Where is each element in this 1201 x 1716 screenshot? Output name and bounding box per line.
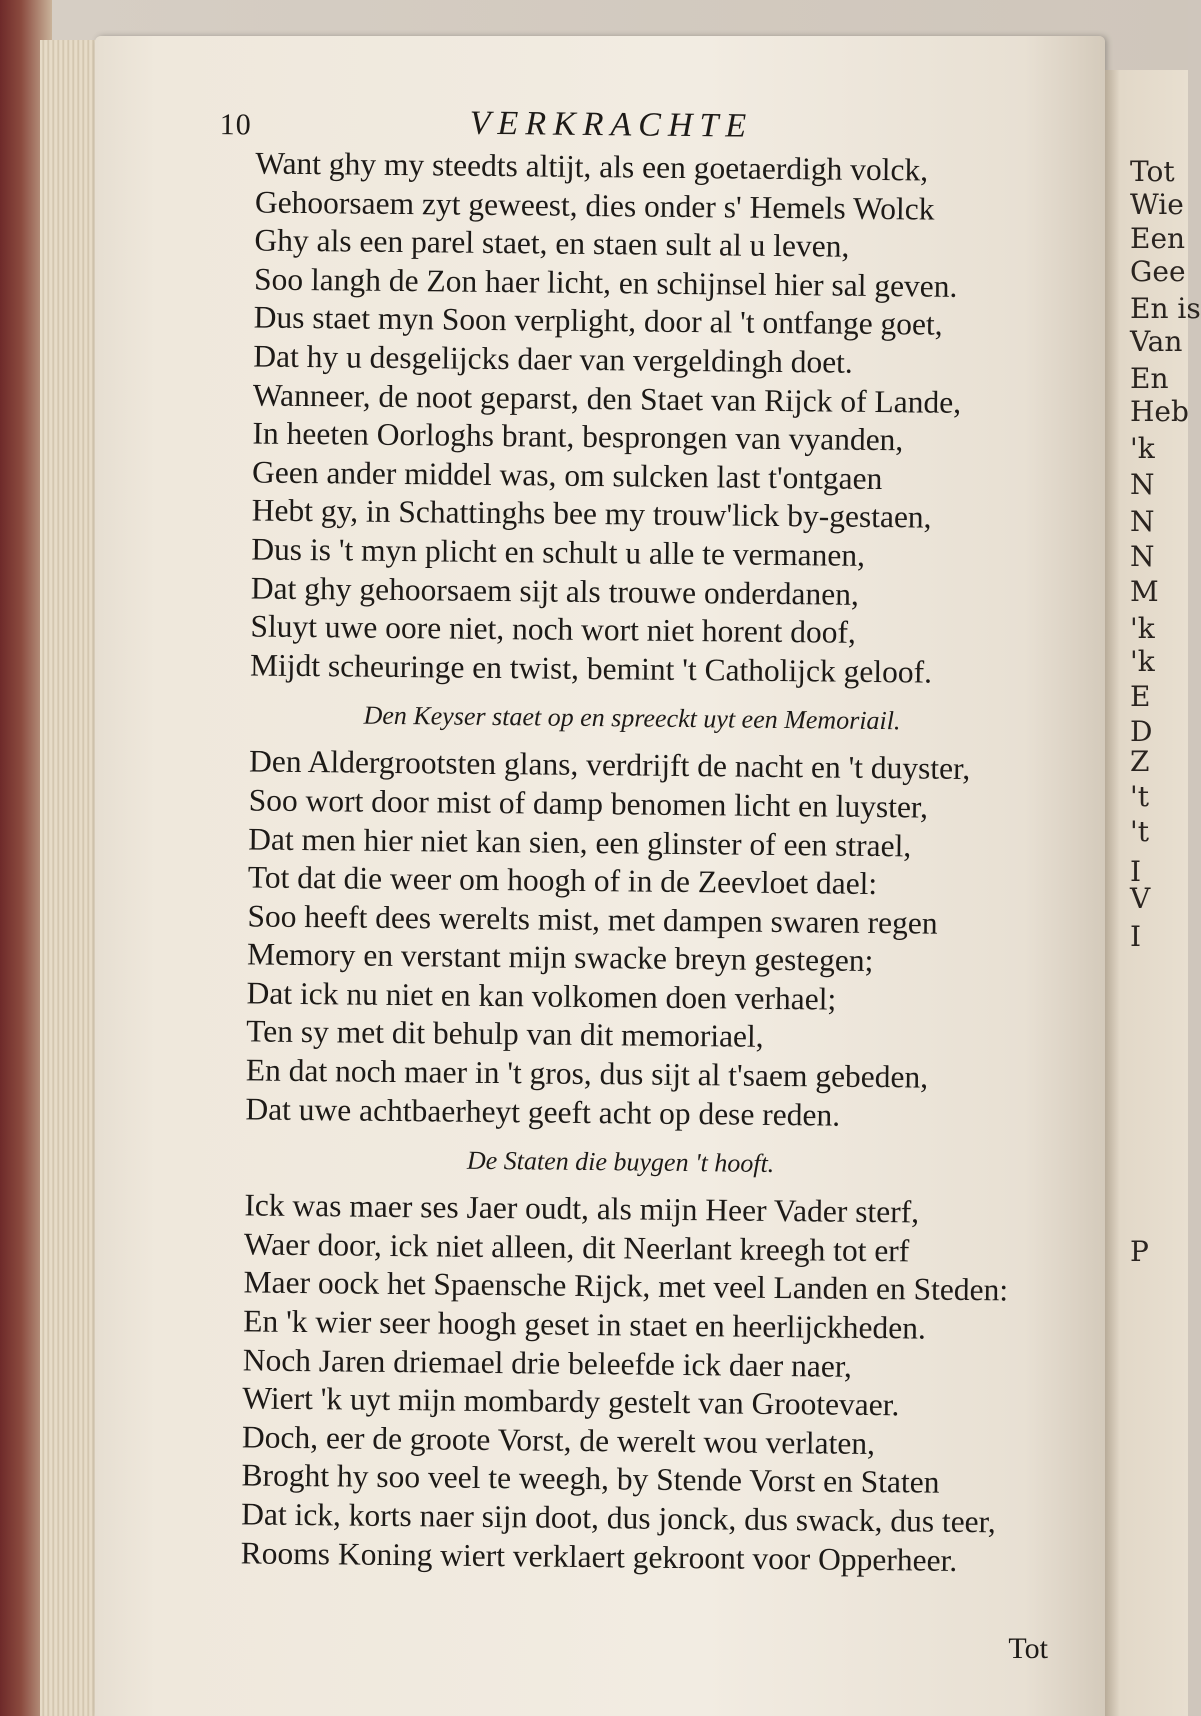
facing-page-fragment: Een [1130, 222, 1186, 255]
verse-line: Want ghy my steedts altijt, als een goetaerdigh volck, [255, 145, 929, 188]
verse-line: Dus is 't myn plicht en schult u alle te vermanen, [251, 531, 866, 573]
verse-line: Den Aldergrootsten glans, verdrijft de nacht en 't duyster, [248, 743, 971, 787]
facing-page-fragment: I [1130, 920, 1142, 953]
running-title: VERKRACHTE [469, 104, 754, 145]
facing-page-fragment: E [1130, 680, 1151, 713]
verse-line: Tot dat die weer om hoogh of in de Zeevloet dael: [247, 859, 878, 902]
verse-line: Geen ander middel was, om sulcken last t'ontgaen [251, 454, 883, 496]
facing-page-fragment: D [1130, 715, 1153, 748]
verse-line: Wiert 'k uyt mijn mombardy gestelt van Grootevaer. [242, 1380, 900, 1423]
facing-page-fragment: Tot [1130, 155, 1175, 188]
verse-line: En 'k wier seer hoogh geset in staet en heerlijckheden. [243, 1303, 927, 1346]
verse-line: Soo langh de Zon haer licht, en schijnsel hier sal geven. [253, 261, 958, 304]
verse-line: Ten sy met dit behulp van dit memoriael, [246, 1013, 764, 1055]
verse-line: Sluyt uwe oore niet, noch wort niet horent doof, [250, 608, 857, 650]
facing-page-fragment: I [1130, 855, 1142, 888]
verse-section-2 [199, 742, 1103, 1137]
verse-line: Gehoorsaem zyt geweest, dies onder s' Hemels Wolck [254, 184, 935, 227]
verse-line: Broght hy soo veel te weegh, by Stende Vorst en Staten [241, 1457, 940, 1501]
verse-line: Doch, eer de groote Vorst, de werelt wou verlaten, [241, 1419, 876, 1461]
facing-page-fragment: Heb [1130, 395, 1189, 428]
verse-line: In heeten Oorloghs brant, besprongen van vyanden, [252, 415, 904, 458]
page-stack-edges [40, 40, 100, 1716]
verse-line: Dat ick, korts naer sijn doot, dus jonck, dus swack, dus teer, [241, 1496, 996, 1540]
verse-line: Hebt gy, in Schattinghs bee my trouw'lick by-gestaen, [251, 492, 932, 535]
verse-line: Mijdt scheuringe en twist, bemint 't Catholijck geloof. [249, 647, 933, 690]
verse-line: En dat noch maer in 't gros, dus sijt al t'saem gebeden, [245, 1052, 929, 1095]
verse-line: Dat ghy gehoorsaem sijt als trouwe onderdanen, [250, 569, 860, 612]
facing-page-fragment: 'k [1130, 612, 1155, 645]
facing-page-fragment: En is [1130, 292, 1201, 325]
verse-line: Memory en verstant mijn swacke breyn gestegen; [246, 936, 874, 979]
facing-page-fragment: Van [1130, 325, 1183, 358]
facing-page-fragment: Gee [1130, 255, 1186, 288]
verse-line: Soo heeft dees werelts mist, met dampen swaren regen [247, 898, 938, 941]
facing-page-fragment: En [1130, 362, 1169, 395]
facing-page-fragment: N [1130, 540, 1155, 573]
facing-page-fragment: M [1130, 575, 1159, 608]
facing-page-fragment: P [1130, 1235, 1149, 1268]
verse-line: Dat ick nu niet en kan volkomen doen verhael; [246, 975, 837, 1017]
facing-page-fragment: V [1130, 882, 1151, 915]
facing-page-fragment: N [1130, 505, 1155, 538]
verse-line: Rooms Koning wiert verklaert gekroont voor Opperheer. [240, 1534, 958, 1578]
verse-line: Waer door, ick niet alleen, dit Neerlant kreegh tot erf [243, 1226, 910, 1269]
verse-line: Soo wort door mist of damp benomen licht en luyster, [248, 782, 929, 825]
verse-line: Ghy als een parel staet, en staen sult al u leven, [254, 222, 850, 264]
verse-line: Noch Jaren driemael drie beleefde ick daer naer, [242, 1342, 853, 1384]
verse-line: Dus staet myn Soon verplight, door al 't ontfange goet, [253, 299, 943, 343]
catchword: Tot [1008, 1632, 1048, 1665]
verse-line: Dat uwe achtbaerheyt geeft acht op dese reden. [245, 1091, 841, 1133]
verse-line: Wanneer, de noot geparst, den Staet van Rijck of Lande, [252, 377, 962, 420]
stage-direction-2: De Staten die buygen 't hooft. [466, 1145, 775, 1179]
verse-section-3 [195, 1186, 1099, 1581]
verse-line: Maer oock het Spaensche Rijck, met veel Landen en Steden: [243, 1264, 1009, 1308]
page-number: 10 [219, 108, 252, 142]
page-text [195, 100, 1110, 1582]
facing-page-fragment: 'k [1130, 645, 1155, 678]
facing-page-fragment: N [1130, 468, 1155, 501]
verse-section-1 [204, 144, 1110, 694]
facing-page-fragment: Wie [1130, 188, 1184, 221]
facing-page-fragment: Z [1130, 745, 1150, 778]
verse-line: Dat hy u desgelijcks daer van vergeldingh doet. [253, 338, 853, 380]
facing-page-fragment: 't [1130, 815, 1149, 848]
page-header [210, 100, 1110, 153]
verse-line: Dat men hier niet kan sien, een glinster of een strael, [248, 820, 912, 863]
stage-direction-1: Den Keyser staet op en spreeckt uyt een Memoriail. [363, 700, 901, 736]
facing-page-fragment: 't [1130, 780, 1149, 813]
facing-page-fragment: 'k [1130, 432, 1155, 465]
verse-line: Ick was maer ses Jaer oudt, als mijn Heer Vader sterf, [244, 1187, 920, 1230]
